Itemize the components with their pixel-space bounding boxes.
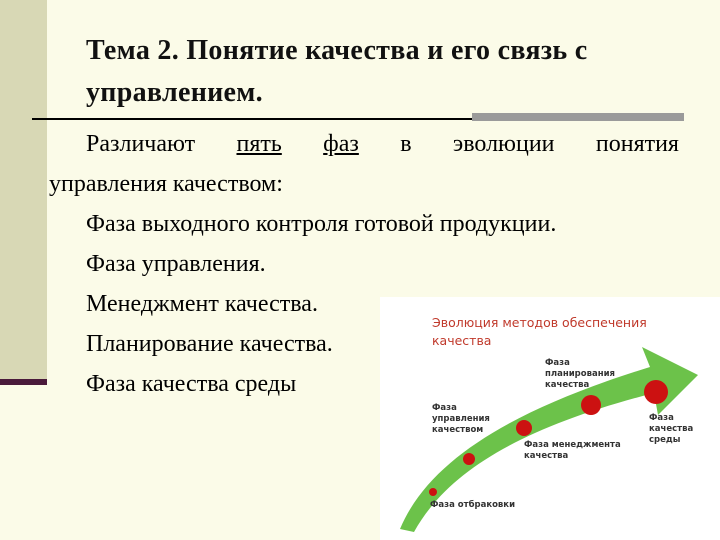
figure-title: Эволюция методов обеспечения качества bbox=[432, 315, 647, 348]
intro-word: в bbox=[400, 131, 412, 157]
phase-dot bbox=[429, 488, 437, 496]
intro-word: эволюции bbox=[452, 131, 555, 157]
phase-item: Фаза качества среды bbox=[86, 371, 297, 397]
slide-title: Тема 2. Понятие качества и его связь с управлением. bbox=[86, 35, 588, 108]
phase-item: Планирование качества. bbox=[86, 331, 333, 357]
phase-dot bbox=[516, 420, 532, 436]
phase-item: Фаза выходного контроля готовой продукции. bbox=[86, 211, 557, 237]
phase-item: Менеджмент качества. bbox=[86, 291, 318, 317]
left-accent-bar bbox=[0, 0, 47, 385]
intro-word: понятия bbox=[595, 131, 679, 157]
title-divider-accent bbox=[472, 113, 684, 121]
intro-line-1 bbox=[49, 124, 679, 164]
phase-item: Фаза управления. bbox=[86, 251, 266, 277]
intro-word: Различают bbox=[86, 131, 196, 157]
intro-word-underlined: фаз bbox=[323, 131, 359, 157]
phase-label-management: Фаза управления качеством bbox=[432, 403, 490, 435]
phase-dot bbox=[644, 380, 668, 404]
left-accent-bar-cap bbox=[0, 379, 47, 385]
phase-label-environment: Фаза качества среды bbox=[649, 413, 694, 445]
phase-dot bbox=[581, 395, 601, 415]
phase-label-qm: Фаза менеджмента качества bbox=[524, 440, 621, 461]
phase-label-rejection: Фаза отбраковки bbox=[430, 500, 516, 510]
phase-dot bbox=[463, 453, 475, 465]
phase-label-planning: Фаза планирования качества bbox=[545, 358, 615, 390]
intro-word-underlined: пять bbox=[236, 131, 282, 157]
intro-line-2: управления качеством: bbox=[49, 171, 283, 197]
